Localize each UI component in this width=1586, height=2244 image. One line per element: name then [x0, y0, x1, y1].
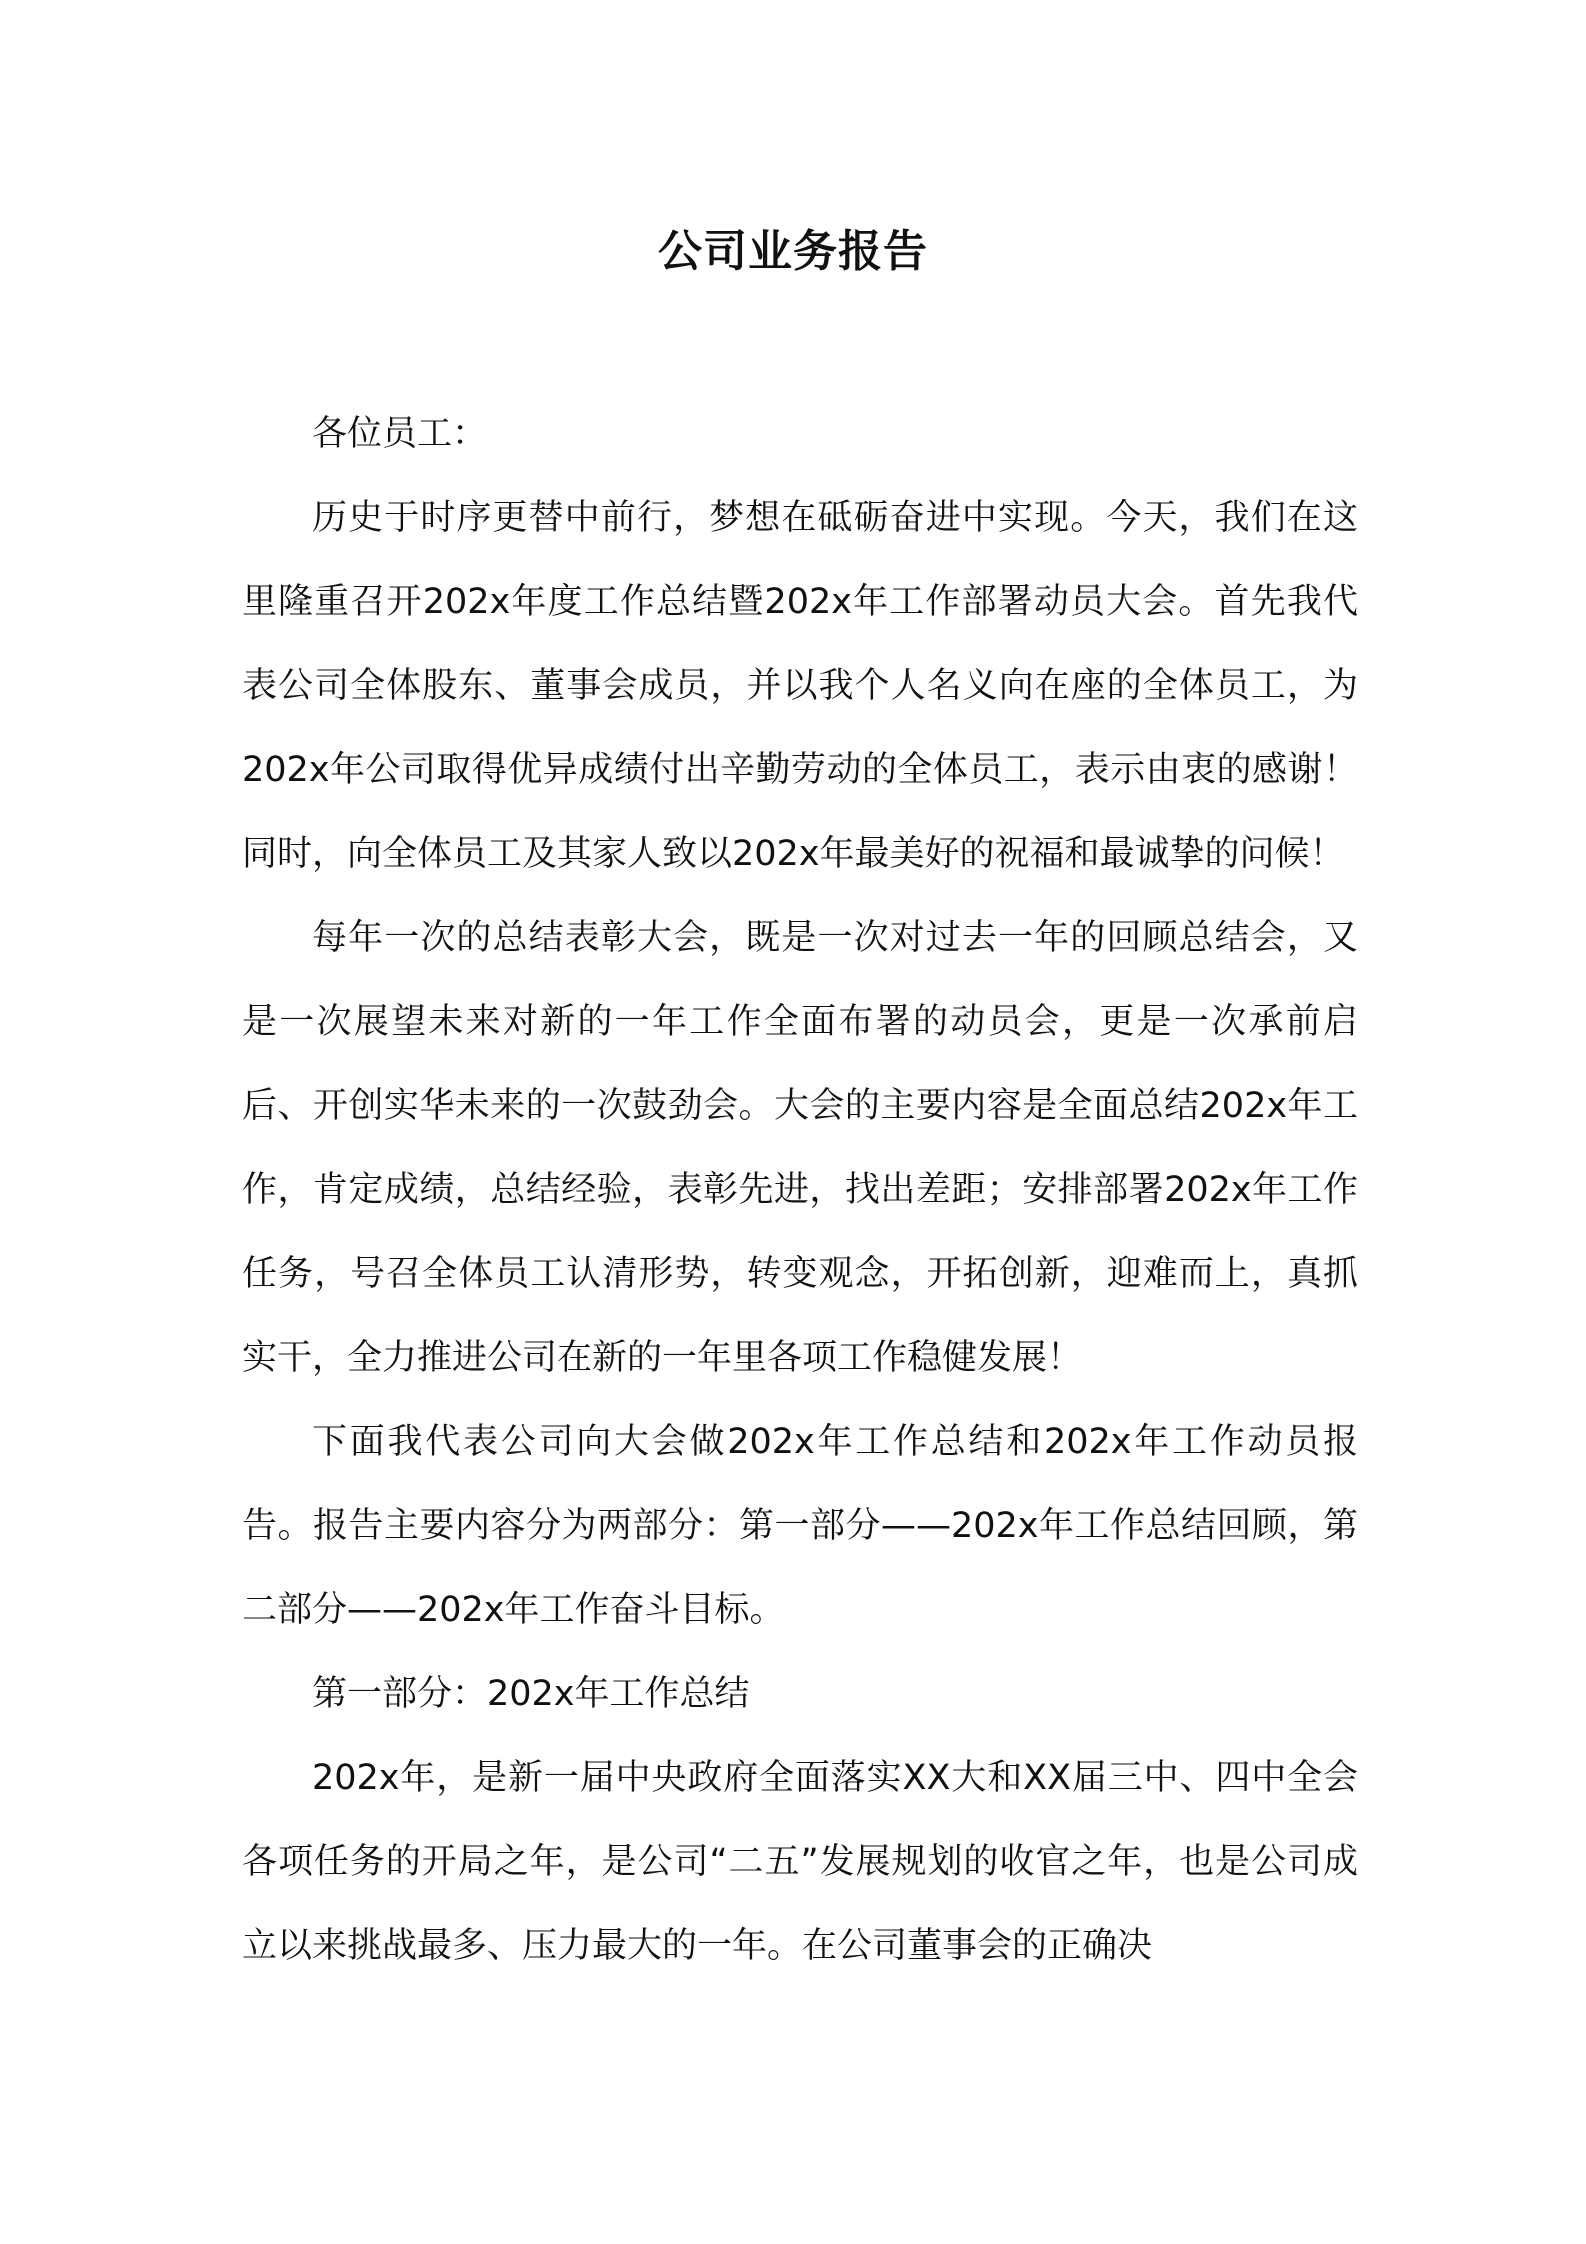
section-heading: 第一部分：202x年工作总结 — [312, 1674, 750, 1714]
paragraph-opening: 历史于时序更替中前行，梦想在砥砺奋进中实现。今天，我们在这里隆重召开202x年度工作总结暨202x年工作部署动员大会。首先我代表公司全体股东、董事会成员，并以我个人名义向在座的全体员工，为202x年公司取得优异成绩付出辛勤劳动的全体员工，表示由衷的感谢！同时，向全体员工及其家人致以202x年最美好的祝福和最诚挚的问候！ — [242, 498, 1358, 874]
paragraph-meeting-purpose: 每年一次的总结表彰大会，既是一次对过去一年的回顾总结会，又是一次展望未来对新的一年工作全面布署的动员会，更是一次承前启后、开创实华未来的一次鼓劲会。大会的主要内容是全面总结202x年工作，肯定成绩，总结经验，表彰先进，找出差距；安排部署202x年工作任务，号召全体员工认清形势，转变观念，开拓创新，迎难而上，真抓实干，全力推进公司在新的一年里各项工作稳健发展！ — [242, 918, 1358, 1378]
paragraph-report-outline: 下面我代表公司向大会做202x年工作总结和202x年工作动员报告。报告主要内容分为两部分：第一部分——202x年工作总结回顾，第二部分——202x年工作奋斗目标。 — [242, 1422, 1358, 1630]
paragraph-section-one: 202x年，是新一届中央政府全面落实XX大和XX届三中、四中全会各项任务的开局之年，是公司“二五”发展规划的收官之年，也是公司成立以来挑战最多、压力最大的一年。在公司董事会的正确决 — [242, 1758, 1358, 1966]
document-title: 公司业务报告 — [658, 226, 928, 277]
document-body — [242, 392, 1358, 1988]
salutation: 各位员工： — [312, 414, 488, 454]
